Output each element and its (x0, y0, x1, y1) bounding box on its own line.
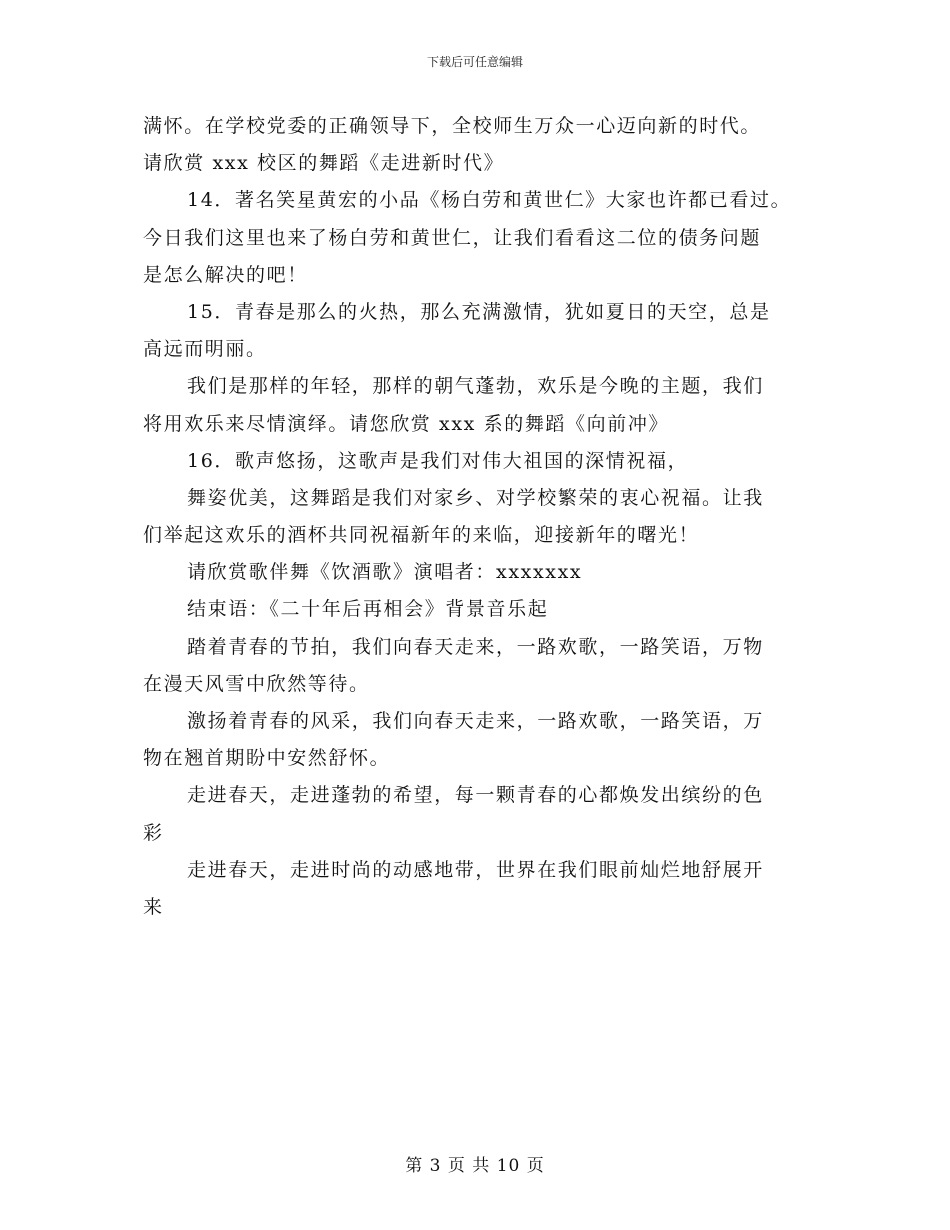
text-line: 走进春天，走进时尚的动感地带，世界在我们眼前灿烂地舒展开 (187, 858, 764, 881)
text-line: 结束语：《二十年后再相会》背景音乐起 (187, 598, 549, 621)
text-line: 14．著名笑星黄宏的小品《杨白劳和黄世仁》大家也许都已看过。 (187, 189, 792, 212)
text-line: 踏着青春的节拍，我们向春天走来，一路欢歌，一路笑语，万物 (187, 635, 764, 658)
page-header: 下载后可任意编辑 (426, 55, 523, 69)
text-line: 请欣赏 xxx 校区的舞蹈《走进新时代》 (143, 152, 505, 175)
text-line: 激扬着青春的风采，我们向春天走来，一路欢歌，一路笑语，万 (187, 710, 764, 732)
text-line: 是怎么解决的吧！ (143, 263, 308, 286)
text-line: 在漫天风雪中欣然等待。 (143, 672, 370, 695)
text-line: 走进春天，走进蓬勃的希望，每一颗青春的心都焕发出缤纷的色 (187, 784, 764, 807)
page-number: 第 3 页 共 10 页 (405, 1156, 545, 1176)
text-line: 满怀。在学校党委的正确领导下，全校师生万众一心迈向新的时代。 (143, 115, 762, 137)
text-line: 高远而明丽。 (143, 338, 267, 361)
text-line: 16．歌声悠扬，这歌声是我们对伟大祖国的深情祝福， (187, 449, 689, 472)
text-line: 物在翘首期盼中安然舒怀。 (143, 747, 391, 770)
text-line: 来 (143, 895, 164, 918)
text-line: 15．青春是那么的火热，那么充满激情，犹如夏日的天空，总是 (187, 300, 771, 323)
text-line: 今日我们这里也来了杨白劳和黄世仁，让我们看看这二位的债务问题 (143, 226, 762, 249)
document-body (143, 108, 809, 926)
text-line: 彩 (143, 821, 164, 844)
text-line: 将用欢乐来尽情演绎。请您欣赏 xxx 系的舞蹈《向前冲》 (143, 412, 670, 435)
text-line: 我们是那样的年轻，那样的朝气蓬勃，欢乐是今晚的主题，我们 (187, 375, 764, 398)
text-line: 舞姿优美，这舞蹈是我们对家乡、对学校繁荣的衷心祝福。让我 (187, 486, 764, 509)
text-line: 请欣赏歌伴舞《饮酒歌》演唱者：xxxxxxx (187, 561, 583, 584)
text-line: 们举起这欢乐的酒杯共同祝福新年的来临，迎接新年的曙光！ (143, 524, 700, 547)
